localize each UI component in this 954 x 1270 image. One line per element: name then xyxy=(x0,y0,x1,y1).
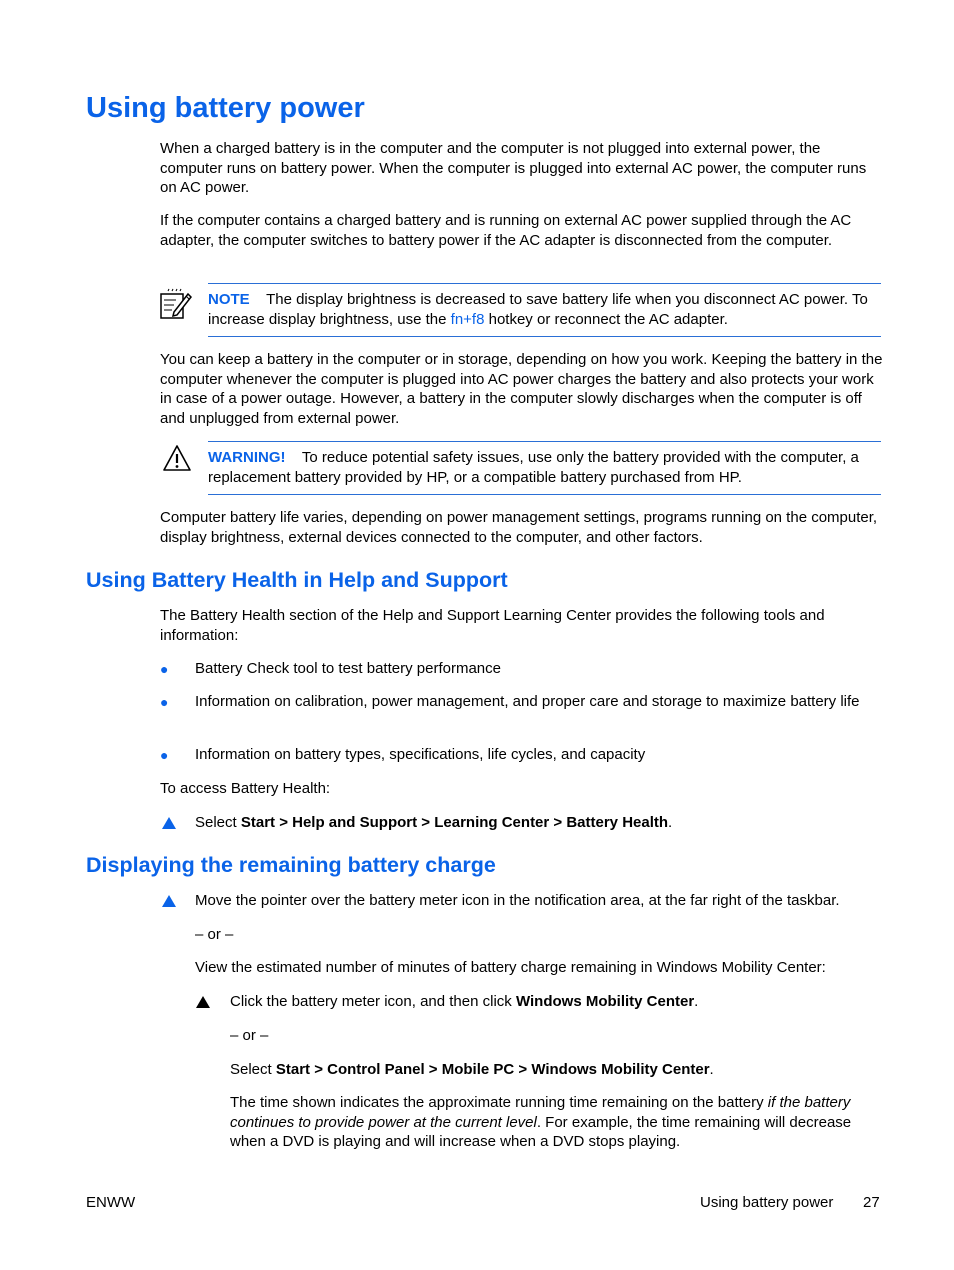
warning-callout xyxy=(208,441,881,495)
substep-triangle-icon xyxy=(196,996,210,1008)
bullet-icon: ● xyxy=(160,747,169,763)
control-panel-step: Select Start > Control Panel > Mobile PC > Windows Mobility Center. xyxy=(230,1061,714,1078)
intro-paragraph-1: When a charged battery is in the computer and the computer is not plugged into external power, the computer runs on battery power. When the computer is plugged into external AC power, the computer runs on AC power. xyxy=(160,140,867,196)
section-heading-battery-health: Using Battery Health in Help and Support xyxy=(86,568,508,592)
step-triangle-icon xyxy=(162,895,176,907)
menu-path: Start > Help and Support > Learning Center > Battery Health xyxy=(240,814,669,831)
warning-label: WARNING! xyxy=(208,449,286,466)
note-pencil-icon xyxy=(160,288,192,326)
page-number: 27 xyxy=(863,1194,880,1211)
note-callout xyxy=(208,283,881,337)
list-item: Information on calibration, power management, and proper care and storage to maximize battery life xyxy=(195,693,860,710)
bullet-icon: ● xyxy=(160,694,169,710)
battery-life-paragraph: Computer battery life varies, depending on power management settings, programs running on the computer, display brightness, external devices connected to the computer, and other factors. xyxy=(160,509,878,546)
warning-body: To reduce potential safety issues, use only the battery provided with the computer, a replacement battery provided by HP, or a compatible battery purchased from HP. xyxy=(208,449,859,486)
step-triangle-icon xyxy=(162,817,176,829)
time-shown-paragraph: The time shown indicates the approximate running time remaining on the battery if the battery continues to provide power at the current level. For example, the time remaining will decrease when a DVD is playing and will increase when a DVD stops playing. xyxy=(230,1094,852,1150)
or-separator: – or – xyxy=(195,926,234,943)
mobility-center-intro: View the estimated number of minutes of battery charge remaining in Windows Mobility Center: xyxy=(195,959,826,976)
windows-mobility-center-label: Windows Mobility Center xyxy=(515,993,695,1010)
list-item: Information on battery types, specifications, life cycles, and capacity xyxy=(195,746,646,763)
note-text-2: hotkey or reconnect the AC adapter. xyxy=(488,310,728,328)
click-meter-step: Click the battery meter icon, and then click Windows Mobility Center. xyxy=(230,993,699,1010)
pointer-step: Move the pointer over the battery meter icon in the notification area, at the far right of the taskbar. xyxy=(195,892,840,909)
battery-health-step: Select Start > Help and Support > Learning Center > Battery Health. xyxy=(195,814,673,831)
access-instruction: To access Battery Health: xyxy=(160,780,331,797)
intro-paragraph-2: If the computer contains a charged battery and is running on external AC power supplied through the AC adapter, the computer switches to battery power if the AC adapter is disconnected from the computer. xyxy=(160,212,852,249)
footer-section-title: Using battery power xyxy=(700,1194,834,1211)
time-condition: if the battery continues to provide power at the current level xyxy=(230,1094,851,1131)
note-label: NOTE xyxy=(208,291,250,308)
or-separator: – or – xyxy=(230,1027,269,1044)
footer-left: ENWW xyxy=(86,1194,136,1211)
bullet-icon: ● xyxy=(160,661,169,677)
control-panel-path: Start > Control Panel > Mobile PC > Windows Mobility Center xyxy=(275,1061,710,1078)
warning-text xyxy=(208,448,881,487)
note-text xyxy=(208,290,881,329)
storage-paragraph: You can keep a battery in the computer or in storage, depending on how you work. Keeping the battery in the computer whenever the computer is plugged into AC power charges the battery and also protects your work in case of a power outage. However, a battery in the computer slowly discharges when the computer is off and unplugged from external power. xyxy=(160,351,883,427)
section-heading-remaining-charge: Displaying the remaining battery charge xyxy=(86,853,496,877)
note-text-1: The display brightness is decreased to save battery life when you disconnect AC power. To increase display brightness, use the xyxy=(208,291,868,328)
list-item: Battery Check tool to test battery performance xyxy=(195,660,501,677)
hotkey-link[interactable]: fn+f8 xyxy=(450,310,485,328)
warning-triangle-icon xyxy=(162,444,192,478)
page-title: Using battery power xyxy=(86,92,365,124)
battery-health-intro: The Battery Health section of the Help and Support Learning Center provides the following tools and information: xyxy=(160,607,825,644)
